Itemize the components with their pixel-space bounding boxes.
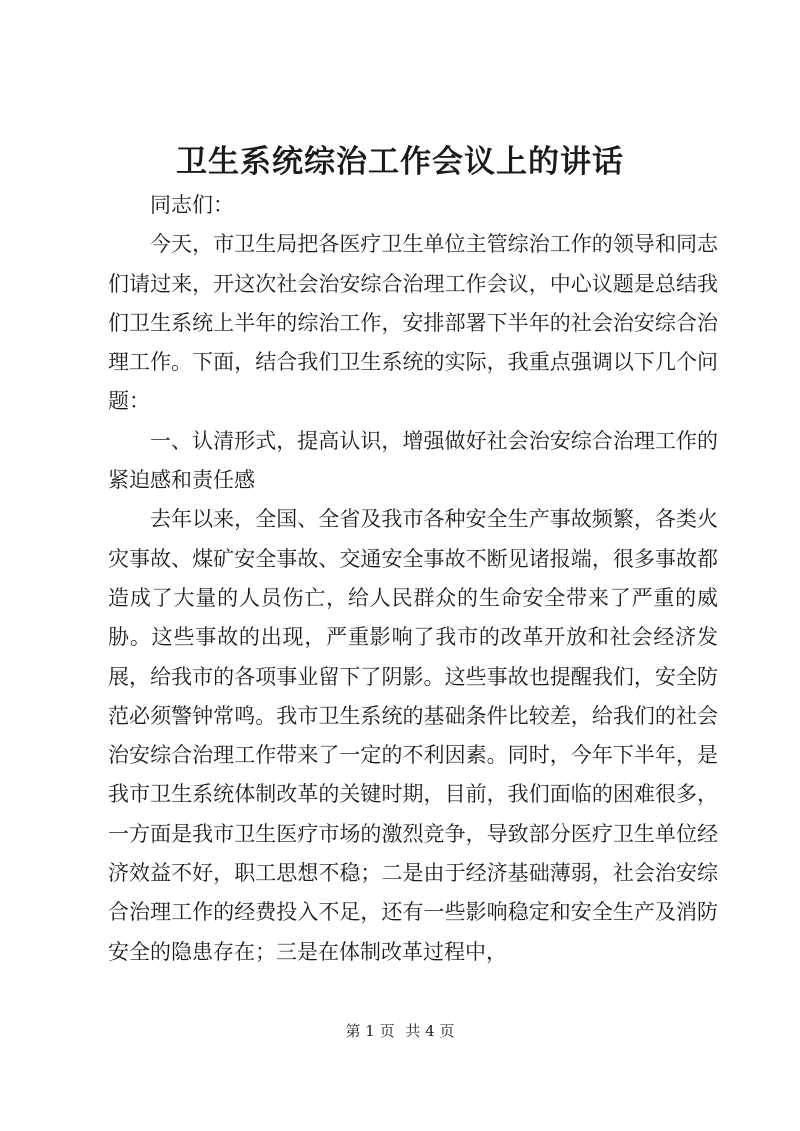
- body-paragraph: 去年以来，全国、全省及我市各种安全生产事故频繁，各类火灾事故、煤矿安全事故、交通安全事故不断见诸报端，很多事故都造成了大量的人员伤亡，给人民群众的生命安全带来了严重的威胁。这些事故的出现，严重影响了我市的改革开放和社会经济发展，给我市的各项事业留下了阴影。这些事故也提醒我们，安全防范必须警钟常鸣。我市卫生系统的基础条件比较差，给我们的社会治安综合治理工作带来了一定的不利因素。同时，今年下半年，是我市卫生系统体制改革的关键时期，目前，我们面临的困难很多，一方面是我市卫生医疗市场的激烈竞争，导致部分医疗卫生单位经济效益不好，职工思想不稳；二是由于经济基础薄弱，社会治安综合治理工作的经费投入不足，还有一些影响稳定和安全生产及消防安全的隐患存在；三是在体制改革过程中，: [108, 507, 718, 964]
- page-footer: [0, 1020, 800, 1042]
- page-number: 第 1 页: [345, 1022, 395, 1040]
- page-total: 共 4 页: [405, 1022, 455, 1040]
- document-body: [108, 186, 718, 972]
- intro-paragraph: 今天，市卫生局把各医疗卫生单位主管综治工作的领导和同志们请过来，开这次社会治安综合治理工作会议，中心议题是总结我们卫生系统上半年的综治工作，安排部署下半年的社会治安综合治理工作。下面，结合我们卫生系统的实际，我重点强调以下几个问题：: [108, 232, 718, 414]
- salutation-paragraph: 同志们：: [150, 193, 234, 217]
- document-title: 卫生系统综治工作会议上的讲话: [176, 144, 624, 180]
- section-heading-paragraph: 一、认清形式，提高认识，增强做好社会治安综合治理工作的紧迫感和责任感: [108, 428, 718, 493]
